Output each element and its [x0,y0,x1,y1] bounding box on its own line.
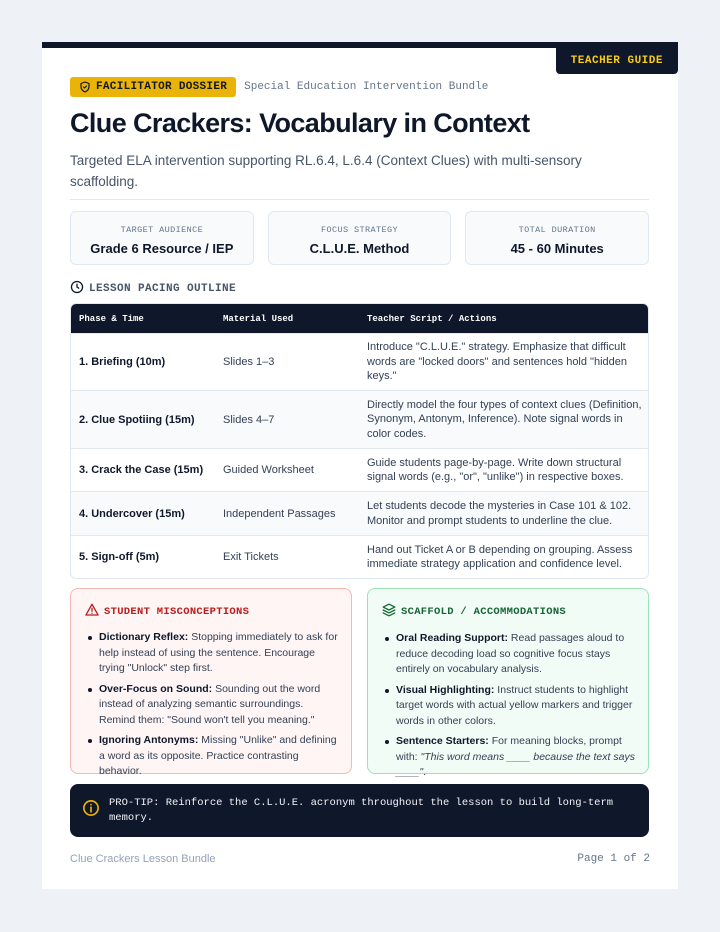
misconceptions-heading-label: STUDENT MISCONCEPTIONS [104,605,250,618]
column-header: Material Used [223,313,294,324]
phase-cell: 3. Crack the Case (15m) [79,464,204,476]
misconceptions-panel [70,588,352,777]
divider [70,199,649,200]
sentence-starter-quote: "This word means ____ because the text says ____" [396,750,635,778]
page-title: Clue Crackers: Vocabulary in Context [70,108,530,138]
item-term: Visual Highlighting: [396,683,495,696]
action-cell: Guide students page-by-page. Write down structural signal words (e.g., "or", "unlike") in respective boxes. [367,456,624,483]
facilitator-badge [70,77,236,97]
shield-icon [79,81,91,93]
table-row [71,535,648,578]
list-item [382,631,636,678]
item-term: Ignoring Antonyms: [99,734,199,746]
misconceptions-list [85,630,339,780]
phase-cell: 2. Clue Spotiing (15m) [79,413,195,426]
item-term: Over-Focus on Sound: [99,682,213,695]
stats-row [70,211,649,265]
action-cell: Directly model the four types of context clues (Definition, Synonym, Antonym, Inference). Note signal words in color codes. [367,398,642,440]
protip-text: PRO-TIP: Reinforce the C.L.U.E. acronym throughout the lesson to build long-term memory. [109,796,614,824]
pacing-table [70,303,649,579]
item-term: Dictionary Reflex: [99,631,189,643]
layers-icon [382,603,396,621]
stat-value: Grade 6 Resource / IEP [90,241,234,256]
scaffold-heading [382,603,636,621]
page-number: Page 1 of 2 [577,853,650,865]
table-row [71,390,648,448]
item-text: Read passages aloud to reduce decoding load so cognitive focus stays entirely on vocabulary analysis. [396,632,625,675]
action-cell: Let students decode the mysteries in Case 101 & 102. Monitor and prompt students to underline the clue. [367,500,632,527]
item-text: Missing "Unlike" and defining a word as its opposite. Practice contrasting behavior. [99,734,337,777]
footer-bundle-name: Clue Crackers Lesson Bundle [70,853,216,865]
phase-cell: 1. Briefing (10m) [79,356,166,368]
stat-label: TARGET AUDIENCE [120,225,204,235]
item-text: For meaning blocks, prompt with: [396,735,622,763]
teacher-guide-tag: TEACHER GUIDE [556,48,678,74]
item-term: Sentence Starters: [396,735,489,747]
badge-label: FACILITATOR DOSSIER [96,81,228,93]
page-subtitle: Targeted ELA intervention supporting RL.6.4, L.6.4 (Context Clues) with multi-sensory scaffolding. [70,153,582,189]
item-text: Sounding out the word instead of analyzing semantic surroundings. Remind them: "Sound won't tell you meaning." [99,682,321,726]
item-text: Stopping immediately to ask for help instead of using the sentence. Encourage trying "Unlock" step first. [99,631,338,674]
info-icon [82,799,100,822]
table-row [71,333,648,390]
protip-banner [70,784,649,837]
item-tail: . [423,766,427,778]
material-cell: Independent Passages [223,507,336,520]
stat-card-strategy [268,211,452,265]
item-term: Oral Reading Support: [396,632,509,644]
clock-icon [70,280,84,298]
list-item [85,630,339,677]
stat-value: C.L.U.E. Method [309,241,410,256]
list-item [85,733,339,780]
table-header [71,304,648,333]
table-row [71,448,648,491]
material-cell: Slides 4–7 [223,413,275,426]
table-row [71,491,648,535]
phase-cell: 4. Undercover (15m) [79,507,185,520]
phase-cell: 5. Sign-off (5m) [79,551,160,563]
column-header: Teacher Script / Actions [367,313,497,324]
material-cell: Exit Tickets [223,551,279,563]
stat-label: FOCUS STRATEGY [321,225,399,235]
item-text: Instruct students to highlight target words with actual yellow markers and trigger words in other colors. [396,683,633,727]
misconceptions-heading [85,603,339,620]
list-item [382,683,636,730]
action-cell: Hand out Ticket A or B depending on grouping. Assess immediate strategy application and confidence level. [367,543,633,570]
stat-label: TOTAL DURATION [518,225,596,235]
pacing-heading-label: LESSON PACING OUTLINE [89,283,237,295]
list-item [85,682,339,729]
scaffold-heading-label: SCAFFOLD / ACCOMMODATIONS [401,606,567,618]
warning-icon [85,603,99,620]
stat-card-audience [70,211,254,265]
material-cell: Slides 1–3 [223,356,275,368]
scaffold-panel [367,588,649,778]
header-topline [70,77,488,97]
action-cell: Introduce "C.L.U.E." strategy. Emphasize that difficult words are "locked doors" and sentences hold "hidden keys." [367,341,627,383]
stat-card-duration [465,211,649,265]
list-item [382,734,636,781]
pacing-heading [70,280,236,298]
column-header: Phase & Time [79,313,144,324]
page-sheet [42,42,678,889]
material-cell: Guided Worksheet [223,464,314,476]
bundle-label: Special Education Intervention Bundle [244,81,489,93]
scaffold-list [382,631,636,781]
info-panels [70,588,649,778]
stat-value: 45 - 60 Minutes [510,241,604,256]
